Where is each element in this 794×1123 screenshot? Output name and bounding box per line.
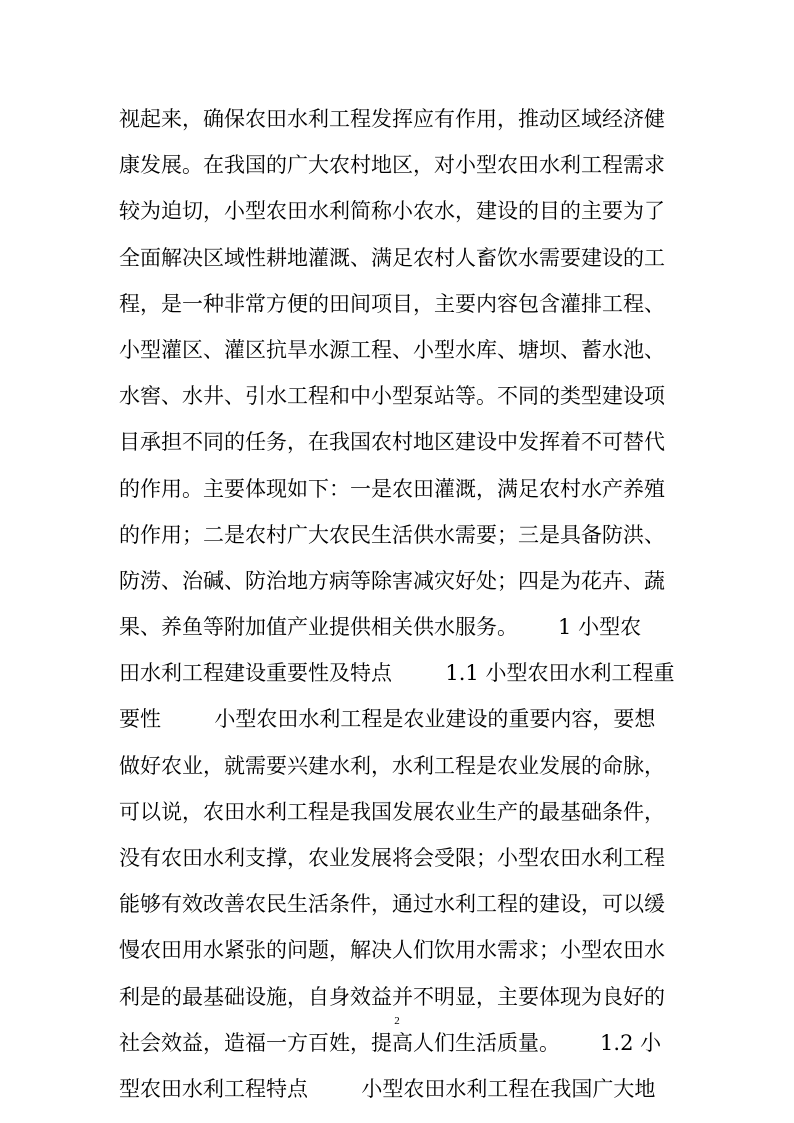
text-line: 能够有效改善农民生活条件，通过水利工程的建设，可以缓 [119,892,665,917]
text-line: 慢农田用水紧张的问题，解决人们饮用水需求；小型农田水 [119,938,665,963]
text-line: 要性 小型农田水利工程是农业建设的重要内容，要想 [119,707,656,732]
text-line: 防涝、治碱、防治地方病等除害减灾好处；四是为花卉、蔬 [119,568,665,593]
text-line: 程，是一种非常方便的田间项目，主要内容包含灌排工程、 [119,291,665,316]
text-line: 可以说，农田水利工程是我国发展农业生产的最基础条件， [119,799,665,824]
text-line: 的作用；二是农村广大农民生活供水需要；三是具备防洪、 [119,522,665,547]
text-line: 小型灌区、灌区抗旱水源工程、小型水库、塘坝、蓄水池、 [119,337,665,362]
text-line: 水窖、水井、引水工程和中小型泵站等。不同的类型建设项 [119,384,665,409]
page-number: 2 [394,1015,400,1027]
text-line: 做好农业，就需要兴建水利，水利工程是农业发展的命脉， [119,753,665,778]
text-line: 康发展。在我国的广大农村地区，对小型农田水利工程需求 [119,153,665,178]
text-line: 利是的最基础设施，自身效益并不明显，主要体现为良好的 [119,984,665,1009]
text-line: 社会效益，造福一方百姓，提高人们生活质量。 1.2 小 [119,1030,662,1055]
text-line: 目承担不同的任务，在我国农村地区建设中发挥着不可替代 [119,430,665,455]
body-paragraph [119,96,689,1112]
text-line: 的作用。主要体现如下：一是农田灌溉，满足农村水产养殖 [119,476,665,501]
text-line: 果、养鱼等附加值产业提供相关供水服务。 1 小型农 [119,615,642,640]
text-line: 没有农田水利支撑，农业发展将会受限；小型农田水利工程 [119,846,665,870]
text-line: 全面解决区域性耕地灌溉、满足农村人畜饮水需要建设的工 [119,245,665,270]
text-line: 较为迫切，小型农田水利简称小农水，建设的目的主要为了 [119,199,665,224]
text-line: 型农田水利工程特点 小型农田水利工程在我国广大地 [119,1076,656,1101]
text-line: 视起来，确保农田水利工程发挥应有作用，推动区域经济健 [119,107,665,131]
text-line: 田水利工程建设重要性及特点 1.1 小型农田水利工程重 [119,661,675,686]
